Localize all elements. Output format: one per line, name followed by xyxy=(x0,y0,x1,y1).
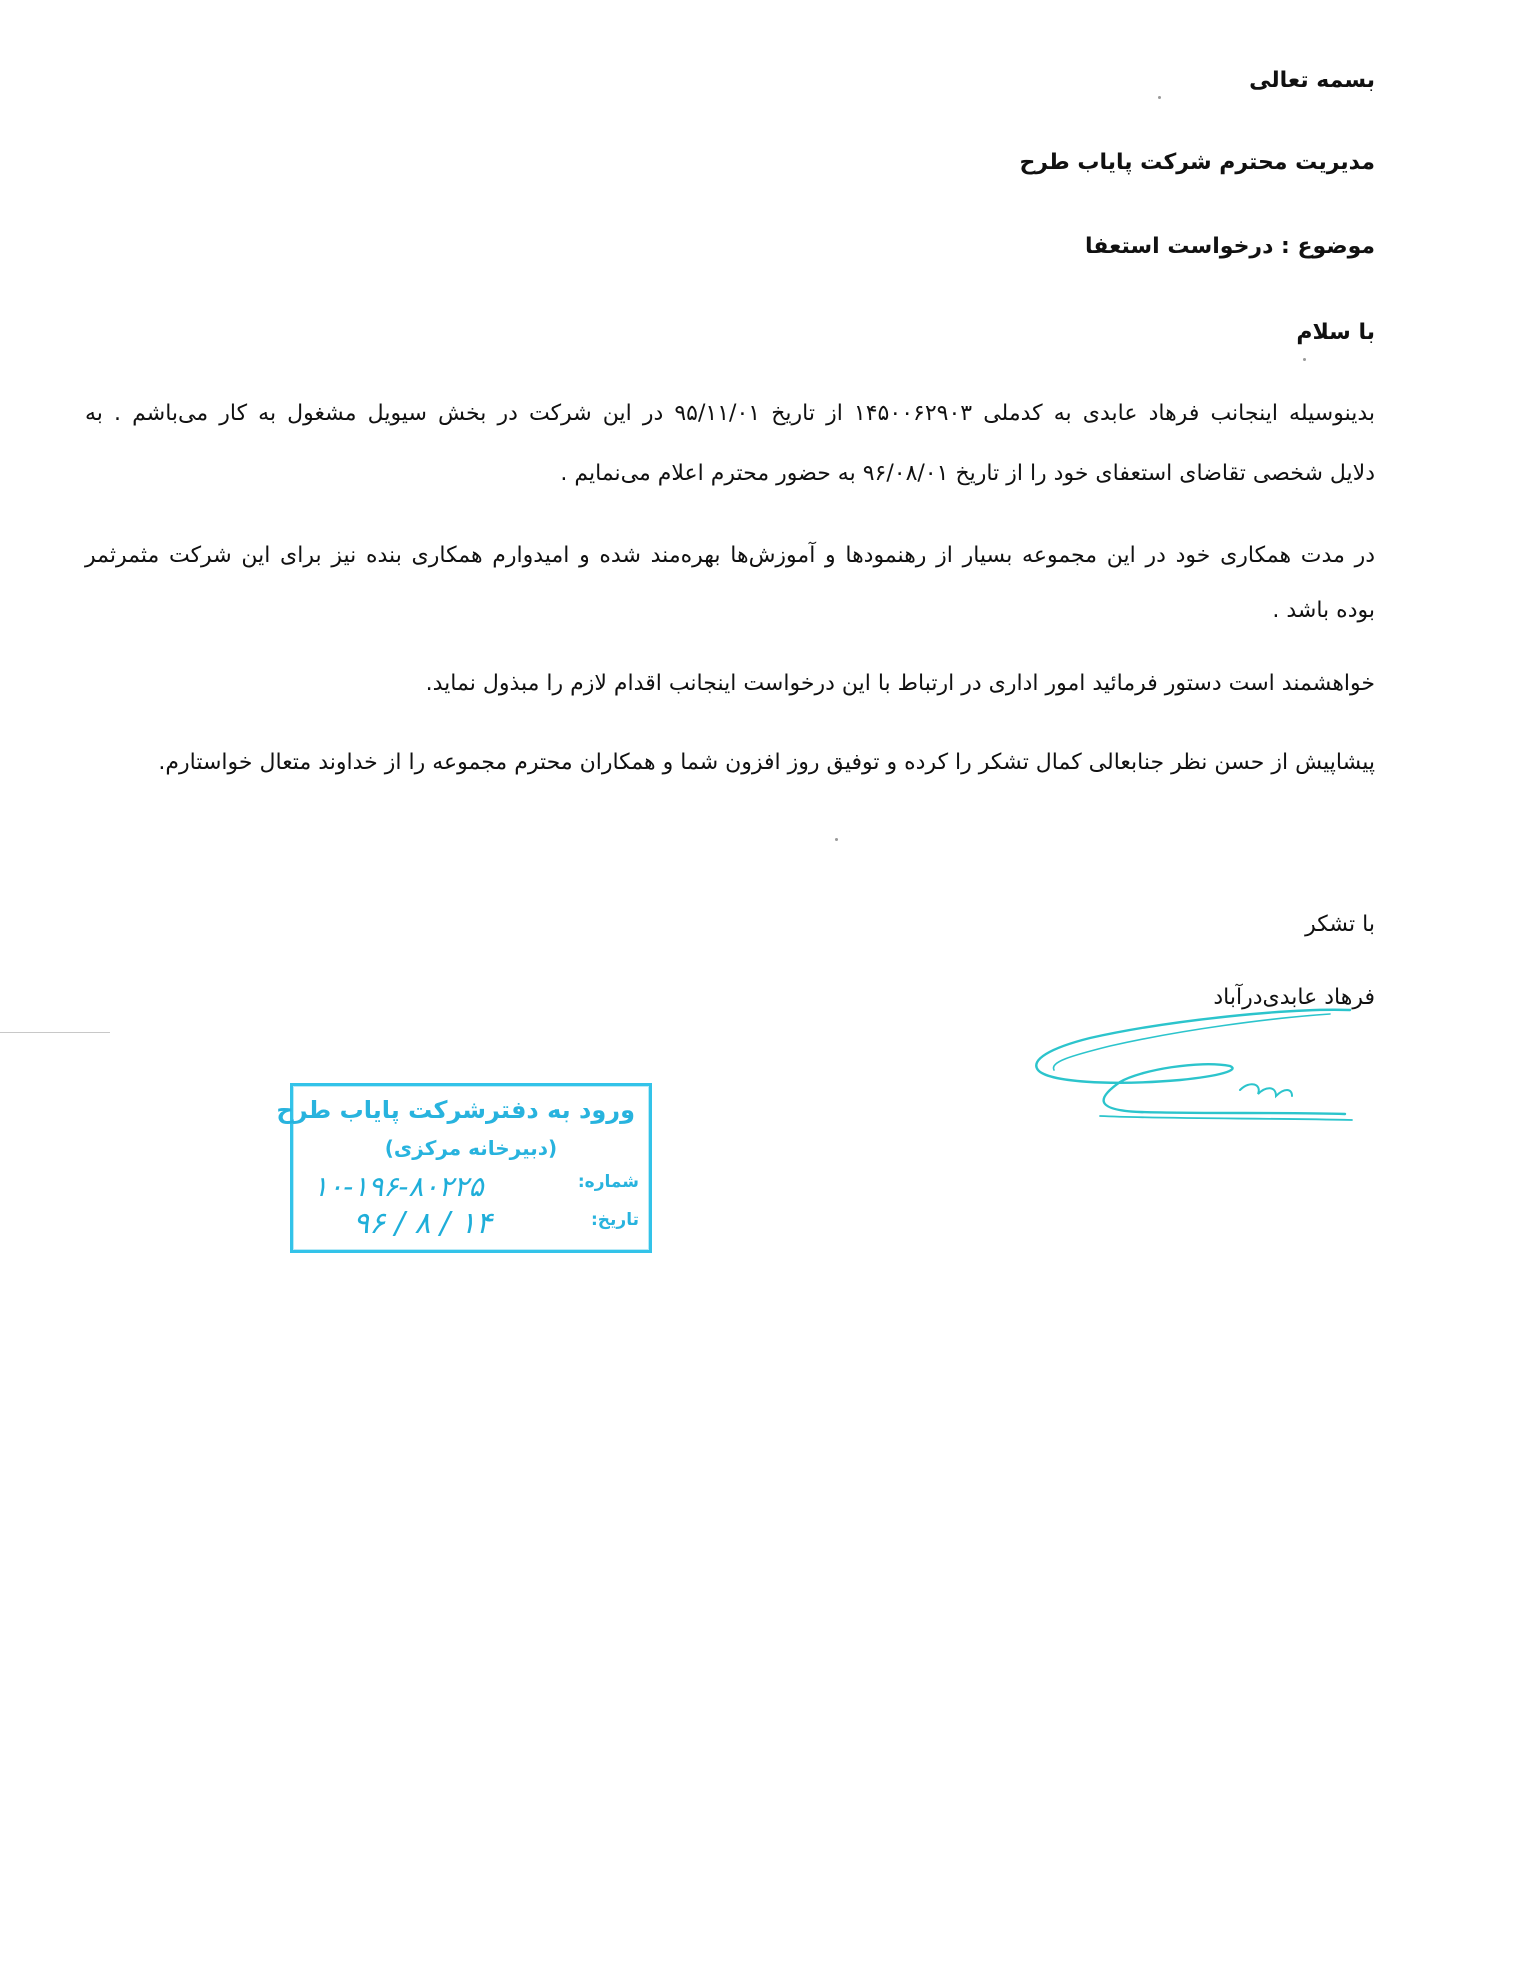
stamp-date-label: تاریخ: xyxy=(591,1210,639,1230)
sender-name: فرهاد عابدی‌درآباد xyxy=(1213,985,1375,1010)
letter-closing: با تشکر xyxy=(1305,912,1375,937)
body-paragraph-3: خواهشمند است دستور فرمائید امور اداری در ارتباط با این درخواست اینجانب اقدام لازم را مبذول نماید. xyxy=(425,671,1375,696)
letter-greeting: با سلام xyxy=(1296,320,1375,345)
letter-addressee: مدیریت محترم شرکت پایاب طرح xyxy=(1019,150,1375,175)
body-paragraph-1-line-1: بدینوسیله اینجانب فرهاد عابدی به کدملی ۱۴۵۰۰۶۲۹۰۳ از تاریخ ۹۵/۱۱/۰۱ در این شرکت در بخش سیویل مشغول به کار می‌باشم . به xyxy=(85,401,1375,426)
stamp-subtitle: (دبیرخانه مرکزی) xyxy=(384,1136,558,1160)
body-paragraph-2-line-1: در مدت همکاری خود در این مجموعه بسیار از رهنمودها و آموزش‌ها بهره‌مند شده و امیدوارم همکاری بنده نیز برای این شرکت مثمرثمر xyxy=(85,543,1375,568)
signature-stroke xyxy=(1036,1010,1350,1114)
scan-speck xyxy=(835,838,838,841)
body-paragraph-1-line-2: دلایل شخصی تقاضای استعفای خود را از تاریخ ۹۶/۰۸/۰۱ به حضور محترم اعلام می‌نمایم . xyxy=(560,461,1375,486)
signature-stroke xyxy=(1053,1014,1330,1070)
stamp-number-value: ۱۰-۱۹۶-۸۰۲۲۵ xyxy=(313,1170,484,1203)
signature-stroke xyxy=(1240,1084,1292,1096)
signature-stroke xyxy=(1100,1116,1352,1120)
body-paragraph-4: پیشاپیش از حسن نظر جنابعالی کمال تشکر را کرده و توفیق روز افزون شما و همکاران محترم مجموعه را از خداوند متعال خواستارم. xyxy=(158,750,1375,775)
scan-speck xyxy=(1303,358,1306,361)
stamp-title: ورود به دفترشرکت پایاب طرح xyxy=(276,1096,635,1124)
letter-subject: موضوع : درخواست استعفا xyxy=(1084,234,1375,259)
body-paragraph-2-line-2: بوده باشد . xyxy=(1272,598,1375,623)
handwritten-signature xyxy=(1030,1000,1360,1130)
stamp-number-label: شماره: xyxy=(577,1172,639,1192)
scan-streak xyxy=(0,1032,110,1033)
scan-speck xyxy=(1158,96,1161,99)
stamp-date-value: ۹۶ / ۸ / ۱۴ xyxy=(353,1206,492,1241)
letter-invocation: بسمه تعالی xyxy=(1249,68,1375,93)
registration-stamp xyxy=(276,1083,652,1253)
